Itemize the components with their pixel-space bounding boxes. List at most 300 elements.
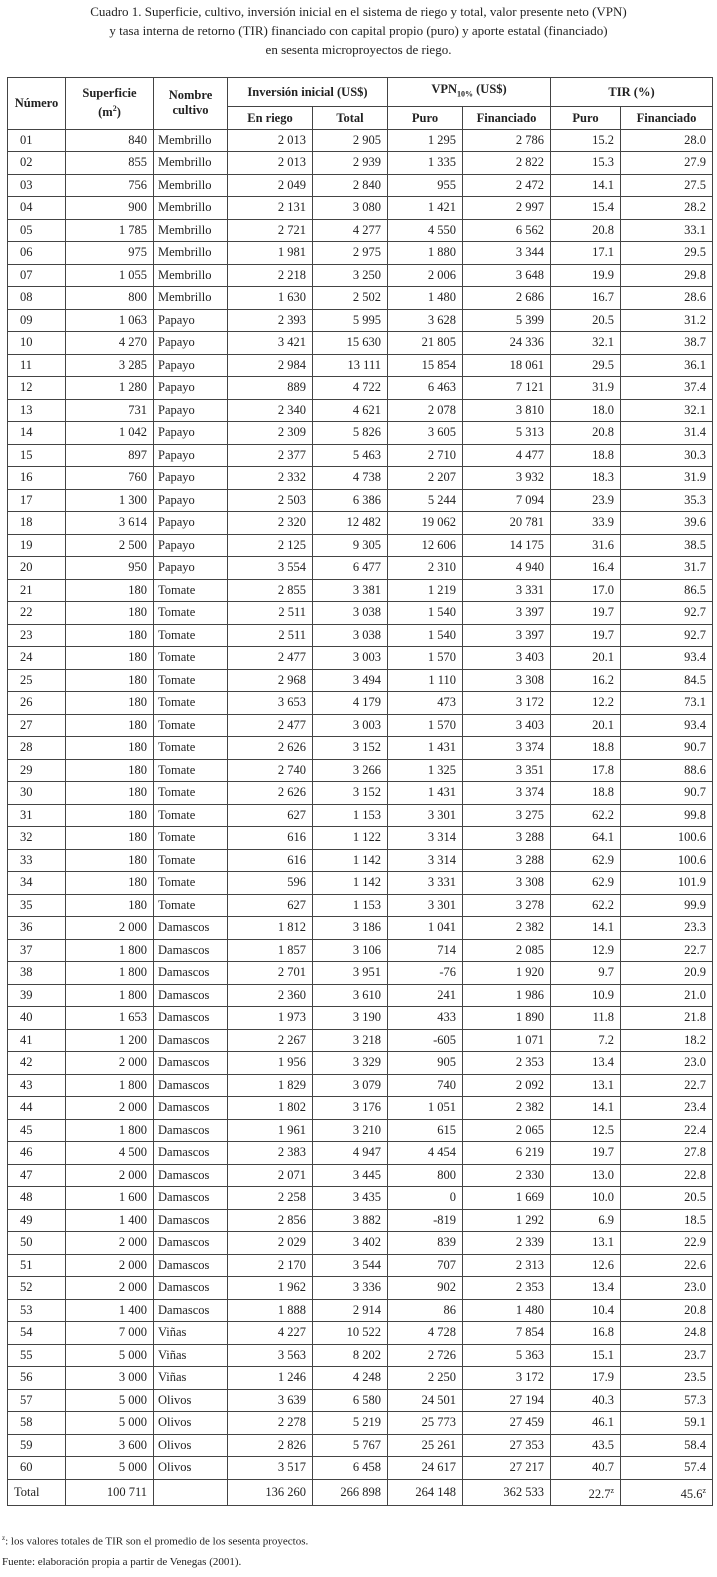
header-tir: TIR (%) — [551, 78, 713, 107]
row-numero: 22 — [8, 602, 66, 625]
row-tir-puro: 15.3 — [551, 152, 621, 175]
row-en-riego: 616 — [228, 849, 313, 872]
row-cultivo: Papayo — [154, 467, 228, 490]
row-en-riego: 2 477 — [228, 714, 313, 737]
row-vpn-puro: 955 — [388, 174, 463, 197]
row-superficie: 180 — [66, 692, 154, 715]
row-superficie: 1 300 — [66, 489, 154, 512]
header-numero: Número — [8, 78, 66, 130]
row-en-riego: 2 856 — [228, 1209, 313, 1232]
row-en-riego: 1 961 — [228, 1119, 313, 1142]
row-cultivo: Damascos — [154, 1254, 228, 1277]
table-row — [8, 467, 713, 490]
row-vpn-puro: 714 — [388, 939, 463, 962]
row-superficie: 1 800 — [66, 939, 154, 962]
row-inversion-total: 3 951 — [313, 962, 388, 985]
row-tir-puro: 18.8 — [551, 737, 621, 760]
row-tir-puro: 6.9 — [551, 1209, 621, 1232]
row-en-riego: 1 630 — [228, 287, 313, 310]
row-vpn-financiado: 7 094 — [463, 489, 551, 512]
row-numero: 21 — [8, 579, 66, 602]
header-superficie-unit: (m — [98, 105, 113, 120]
row-inversion-total: 3 152 — [313, 782, 388, 805]
row-tir-financiado: 27.8 — [621, 1142, 713, 1165]
row-inversion-total: 3 080 — [313, 197, 388, 220]
row-vpn-financiado: 2 092 — [463, 1074, 551, 1097]
row-cultivo: Damascos — [154, 962, 228, 985]
row-en-riego: 2 968 — [228, 669, 313, 692]
row-tir-puro: 12.9 — [551, 939, 621, 962]
row-superficie: 180 — [66, 579, 154, 602]
row-cultivo: Damascos — [154, 1119, 228, 1142]
row-vpn-financiado: 2 997 — [463, 197, 551, 220]
row-tir-puro: 12.2 — [551, 692, 621, 715]
row-numero: 38 — [8, 962, 66, 985]
row-inversion-total: 3 544 — [313, 1254, 388, 1277]
row-tir-financiado: 20.5 — [621, 1187, 713, 1210]
row-tir-puro: 18.8 — [551, 444, 621, 467]
row-cultivo: Damascos — [154, 1209, 228, 1232]
row-inversion-total: 6 386 — [313, 489, 388, 512]
row-inversion-total: 4 722 — [313, 377, 388, 400]
row-numero: 19 — [8, 534, 66, 557]
row-superficie: 1 280 — [66, 377, 154, 400]
row-numero: 33 — [8, 849, 66, 872]
row-tir-financiado: 93.4 — [621, 714, 713, 737]
row-en-riego: 2 626 — [228, 737, 313, 760]
row-tir-financiado: 18.2 — [621, 1029, 713, 1052]
row-tir-financiado: 29.8 — [621, 264, 713, 287]
row-numero: 44 — [8, 1097, 66, 1120]
row-vpn-financiado: 1 890 — [463, 1007, 551, 1030]
row-inversion-total: 3 106 — [313, 939, 388, 962]
row-vpn-puro: 4 728 — [388, 1322, 463, 1345]
header-vpn-financiado: Financiado — [463, 106, 551, 129]
row-cultivo: Viñas — [154, 1322, 228, 1345]
row-vpn-puro: 1 570 — [388, 647, 463, 670]
row-cultivo: Papayo — [154, 512, 228, 535]
row-vpn-puro: 1 295 — [388, 129, 463, 152]
row-tir-puro: 32.1 — [551, 332, 621, 355]
row-tir-puro: 13.4 — [551, 1277, 621, 1300]
row-tir-puro: 9.7 — [551, 962, 621, 985]
row-vpn-puro: 25 773 — [388, 1412, 463, 1435]
row-tir-financiado: 22.4 — [621, 1119, 713, 1142]
total-tir-financiado-mark: z — [702, 1485, 707, 1495]
row-tir-financiado: 30.3 — [621, 444, 713, 467]
row-cultivo: Tomate — [154, 669, 228, 692]
row-superficie: 1 055 — [66, 264, 154, 287]
row-vpn-puro: 2 006 — [388, 264, 463, 287]
row-vpn-puro: 2 710 — [388, 444, 463, 467]
header-en-riego: En riego — [228, 106, 313, 129]
row-tir-puro: 11.8 — [551, 1007, 621, 1030]
row-vpn-financiado: 1 071 — [463, 1029, 551, 1052]
row-inversion-total: 4 277 — [313, 219, 388, 242]
row-inversion-total: 5 995 — [313, 309, 388, 332]
row-tir-financiado: 28.2 — [621, 197, 713, 220]
row-inversion-total: 3 176 — [313, 1097, 388, 1120]
row-tir-puro: 12.5 — [551, 1119, 621, 1142]
row-en-riego: 2 170 — [228, 1254, 313, 1277]
row-vpn-financiado: 3 648 — [463, 264, 551, 287]
row-vpn-puro: 1 431 — [388, 737, 463, 760]
table-row — [8, 782, 713, 805]
row-inversion-total: 3 494 — [313, 669, 388, 692]
row-vpn-puro: 5 244 — [388, 489, 463, 512]
row-vpn-financiado: 2 085 — [463, 939, 551, 962]
table-row — [8, 1457, 713, 1480]
row-cultivo: Viñas — [154, 1344, 228, 1367]
row-vpn-financiado: 27 353 — [463, 1434, 551, 1457]
table-row — [8, 759, 713, 782]
row-numero: 34 — [8, 872, 66, 895]
row-tir-financiado: 92.7 — [621, 602, 713, 625]
row-tir-puro: 17.1 — [551, 242, 621, 265]
row-tir-financiado: 32.1 — [621, 399, 713, 422]
row-cultivo: Damascos — [154, 1277, 228, 1300]
row-en-riego: 627 — [228, 804, 313, 827]
row-superficie: 180 — [66, 849, 154, 872]
table-row — [8, 1412, 713, 1435]
row-vpn-puro: 24 501 — [388, 1389, 463, 1412]
row-cultivo: Tomate — [154, 602, 228, 625]
table-row — [8, 377, 713, 400]
total-tir-financiado — [621, 1479, 713, 1506]
row-numero: 05 — [8, 219, 66, 242]
row-vpn-financiado: 5 363 — [463, 1344, 551, 1367]
row-vpn-financiado: 3 172 — [463, 692, 551, 715]
row-tir-financiado: 58.4 — [621, 1434, 713, 1457]
row-inversion-total: 3 381 — [313, 579, 388, 602]
row-numero: 59 — [8, 1434, 66, 1457]
row-vpn-puro: 2 726 — [388, 1344, 463, 1367]
row-tir-financiado: 90.7 — [621, 782, 713, 805]
header-superficie-unit-sup: 2 — [112, 104, 117, 114]
table-row — [8, 1074, 713, 1097]
row-inversion-total: 2 914 — [313, 1299, 388, 1322]
row-vpn-puro: 3 628 — [388, 309, 463, 332]
row-cultivo: Membrillo — [154, 264, 228, 287]
total-tir-puro — [551, 1479, 621, 1506]
row-en-riego: 1 829 — [228, 1074, 313, 1097]
row-superficie: 950 — [66, 557, 154, 580]
row-vpn-puro: 12 606 — [388, 534, 463, 557]
row-vpn-puro: 2 250 — [388, 1367, 463, 1390]
row-vpn-financiado: 3 351 — [463, 759, 551, 782]
row-superficie: 900 — [66, 197, 154, 220]
row-tir-financiado: 24.8 — [621, 1322, 713, 1345]
table-row — [8, 579, 713, 602]
row-tir-puro: 19.9 — [551, 264, 621, 287]
row-numero: 57 — [8, 1389, 66, 1412]
row-superficie: 180 — [66, 669, 154, 692]
total-tir-puro-mark: z — [610, 1485, 615, 1495]
table-row — [8, 1277, 713, 1300]
table-row — [8, 309, 713, 332]
total-tir-financiado-value: 45.6 — [680, 1486, 703, 1501]
row-superficie: 760 — [66, 467, 154, 490]
header-vpn-puro: Puro — [388, 106, 463, 129]
table-row — [8, 737, 713, 760]
row-numero: 54 — [8, 1322, 66, 1345]
row-en-riego: 2 267 — [228, 1029, 313, 1052]
row-tir-financiado: 23.5 — [621, 1367, 713, 1390]
header-vpn-sub: 10% — [457, 89, 474, 99]
row-vpn-financiado: 2 786 — [463, 129, 551, 152]
row-cultivo: Tomate — [154, 647, 228, 670]
table-row — [8, 174, 713, 197]
row-numero: 13 — [8, 399, 66, 422]
row-tir-puro: 15.4 — [551, 197, 621, 220]
row-vpn-puro: 3 314 — [388, 827, 463, 850]
row-tir-puro: 20.8 — [551, 422, 621, 445]
row-numero: 15 — [8, 444, 66, 467]
row-superficie: 2 000 — [66, 1254, 154, 1277]
row-vpn-financiado: 2 330 — [463, 1164, 551, 1187]
table-row — [8, 872, 713, 895]
row-numero: 16 — [8, 467, 66, 490]
row-superficie: 2 000 — [66, 1052, 154, 1075]
row-vpn-puro: 839 — [388, 1232, 463, 1255]
row-tir-financiado: 59.1 — [621, 1412, 713, 1435]
row-cultivo: Damascos — [154, 917, 228, 940]
row-en-riego: 889 — [228, 377, 313, 400]
row-cultivo: Tomate — [154, 849, 228, 872]
row-inversion-total: 6 580 — [313, 1389, 388, 1412]
table-row — [8, 669, 713, 692]
caption-line-3: en sesenta microproyectos de riego. — [265, 42, 452, 57]
row-cultivo: Damascos — [154, 1097, 228, 1120]
total-superficie: 100 711 — [66, 1479, 154, 1506]
table-row — [8, 489, 713, 512]
row-tir-financiado: 29.5 — [621, 242, 713, 265]
row-vpn-financiado: 1 480 — [463, 1299, 551, 1322]
row-vpn-puro: 3 301 — [388, 804, 463, 827]
row-vpn-financiado: 27 459 — [463, 1412, 551, 1435]
row-tir-financiado: 92.7 — [621, 624, 713, 647]
row-inversion-total: 2 939 — [313, 152, 388, 175]
row-tir-financiado: 73.1 — [621, 692, 713, 715]
row-superficie: 2 000 — [66, 917, 154, 940]
row-cultivo: Tomate — [154, 714, 228, 737]
row-superficie: 3 614 — [66, 512, 154, 535]
row-tir-financiado: 100.6 — [621, 849, 713, 872]
footnote-source: Fuente: elaboración propia a partir de Venegas (2001). — [2, 1555, 242, 1568]
row-inversion-total: 3 038 — [313, 602, 388, 625]
row-numero: 28 — [8, 737, 66, 760]
row-numero: 30 — [8, 782, 66, 805]
row-vpn-puro: 25 261 — [388, 1434, 463, 1457]
table-row — [8, 1029, 713, 1052]
row-cultivo: Papayo — [154, 377, 228, 400]
table-row — [8, 939, 713, 962]
row-en-riego: 2 477 — [228, 647, 313, 670]
footnote-tir — [2, 1528, 308, 1552]
row-en-riego: 2 984 — [228, 354, 313, 377]
row-inversion-total: 4 947 — [313, 1142, 388, 1165]
row-numero: 37 — [8, 939, 66, 962]
row-superficie: 5 000 — [66, 1344, 154, 1367]
row-vpn-financiado: 3 308 — [463, 872, 551, 895]
total-vpn-financiado: 362 533 — [463, 1479, 551, 1506]
row-cultivo: Papayo — [154, 332, 228, 355]
table-row — [8, 129, 713, 152]
table-row — [8, 1119, 713, 1142]
row-vpn-financiado: 3 397 — [463, 624, 551, 647]
row-vpn-financiado: 3 278 — [463, 894, 551, 917]
row-superficie: 7 000 — [66, 1322, 154, 1345]
row-tir-puro: 16.7 — [551, 287, 621, 310]
row-inversion-total: 4 179 — [313, 692, 388, 715]
row-numero: 12 — [8, 377, 66, 400]
row-vpn-financiado: 3 397 — [463, 602, 551, 625]
row-tir-financiado: 88.6 — [621, 759, 713, 782]
row-vpn-puro: 1 540 — [388, 624, 463, 647]
row-inversion-total: 3 445 — [313, 1164, 388, 1187]
row-superficie: 2 000 — [66, 1097, 154, 1120]
row-superficie: 3 600 — [66, 1434, 154, 1457]
row-cultivo: Papayo — [154, 399, 228, 422]
row-numero: 43 — [8, 1074, 66, 1097]
row-cultivo: Papayo — [154, 557, 228, 580]
row-tir-financiado: 18.5 — [621, 1209, 713, 1232]
row-vpn-puro: 3 605 — [388, 422, 463, 445]
row-superficie: 180 — [66, 759, 154, 782]
row-en-riego: 2 320 — [228, 512, 313, 535]
header-tir-financiado: Financiado — [621, 106, 713, 129]
header-cultivo: cultivo — [172, 103, 209, 118]
row-tir-puro: 20.8 — [551, 219, 621, 242]
row-vpn-financiado: 3 932 — [463, 467, 551, 490]
row-numero: 60 — [8, 1457, 66, 1480]
row-vpn-financiado: 1 669 — [463, 1187, 551, 1210]
row-tir-financiado: 31.4 — [621, 422, 713, 445]
row-numero: 52 — [8, 1277, 66, 1300]
row-vpn-puro: 902 — [388, 1277, 463, 1300]
row-vpn-financiado: 2 353 — [463, 1277, 551, 1300]
row-superficie: 756 — [66, 174, 154, 197]
row-tir-puro: 62.9 — [551, 872, 621, 895]
row-tir-financiado: 100.6 — [621, 827, 713, 850]
row-numero: 51 — [8, 1254, 66, 1277]
row-superficie: 1 785 — [66, 219, 154, 242]
row-inversion-total: 3 038 — [313, 624, 388, 647]
row-superficie: 5 000 — [66, 1412, 154, 1435]
row-cultivo: Tomate — [154, 737, 228, 760]
row-numero: 29 — [8, 759, 66, 782]
row-tir-financiado: 37.4 — [621, 377, 713, 400]
row-numero: 14 — [8, 422, 66, 445]
row-vpn-financiado: 3 288 — [463, 827, 551, 850]
row-vpn-financiado: 1 986 — [463, 984, 551, 1007]
row-inversion-total: 2 502 — [313, 287, 388, 310]
row-en-riego: 2 258 — [228, 1187, 313, 1210]
row-tir-puro: 19.7 — [551, 624, 621, 647]
row-tir-financiado: 21.8 — [621, 1007, 713, 1030]
row-inversion-total: 8 202 — [313, 1344, 388, 1367]
row-numero: 18 — [8, 512, 66, 535]
row-vpn-puro: 3 331 — [388, 872, 463, 895]
table-row — [8, 827, 713, 850]
row-inversion-total: 3 435 — [313, 1187, 388, 1210]
row-vpn-puro: -605 — [388, 1029, 463, 1052]
row-en-riego: 2 125 — [228, 534, 313, 557]
row-tir-financiado: 27.5 — [621, 174, 713, 197]
row-vpn-financiado: 24 336 — [463, 332, 551, 355]
row-vpn-financiado: 6 219 — [463, 1142, 551, 1165]
row-tir-puro: 15.1 — [551, 1344, 621, 1367]
row-tir-financiado: 31.9 — [621, 467, 713, 490]
row-en-riego: 2 332 — [228, 467, 313, 490]
row-cultivo: Damascos — [154, 1007, 228, 1030]
row-en-riego: 2 360 — [228, 984, 313, 1007]
table-row — [8, 242, 713, 265]
row-tir-puro: 62.2 — [551, 804, 621, 827]
row-superficie: 840 — [66, 129, 154, 152]
row-tir-puro: 20.5 — [551, 309, 621, 332]
row-inversion-total: 3 079 — [313, 1074, 388, 1097]
row-cultivo: Damascos — [154, 1074, 228, 1097]
table-row — [8, 602, 713, 625]
row-vpn-financiado: 3 374 — [463, 782, 551, 805]
row-cultivo: Papayo — [154, 422, 228, 445]
row-numero: 50 — [8, 1232, 66, 1255]
table-row — [8, 1187, 713, 1210]
row-tir-financiado: 36.1 — [621, 354, 713, 377]
row-vpn-puro: 1 880 — [388, 242, 463, 265]
row-inversion-total: 4 248 — [313, 1367, 388, 1390]
row-tir-puro: 17.8 — [551, 759, 621, 782]
row-superficie: 3 285 — [66, 354, 154, 377]
header-superficie — [66, 78, 154, 130]
row-cultivo: Olivos — [154, 1434, 228, 1457]
row-tir-puro: 62.9 — [551, 849, 621, 872]
row-superficie: 180 — [66, 782, 154, 805]
row-cultivo: Tomate — [154, 804, 228, 827]
row-numero: 03 — [8, 174, 66, 197]
row-vpn-puro: 21 805 — [388, 332, 463, 355]
row-inversion-total: 2 975 — [313, 242, 388, 265]
row-tir-financiado: 57.3 — [621, 1389, 713, 1412]
table-row — [8, 1164, 713, 1187]
row-tir-puro: 17.0 — [551, 579, 621, 602]
row-cultivo: Tomate — [154, 624, 228, 647]
row-vpn-puro: 905 — [388, 1052, 463, 1075]
row-numero: 09 — [8, 309, 66, 332]
row-cultivo: Membrillo — [154, 219, 228, 242]
row-inversion-total: 15 630 — [313, 332, 388, 355]
row-tir-puro: 12.6 — [551, 1254, 621, 1277]
row-superficie: 1 800 — [66, 1074, 154, 1097]
total-tir-puro-value: 22.7 — [588, 1486, 611, 1501]
row-superficie: 5 000 — [66, 1389, 154, 1412]
row-superficie: 1 042 — [66, 422, 154, 445]
row-en-riego: 2 393 — [228, 309, 313, 332]
row-tir-puro: 19.7 — [551, 602, 621, 625]
row-tir-financiado: 101.9 — [621, 872, 713, 895]
row-inversion-total: 3 882 — [313, 1209, 388, 1232]
row-vpn-financiado: 5 313 — [463, 422, 551, 445]
row-tir-puro: 17.9 — [551, 1367, 621, 1390]
footnotes — [2, 1528, 308, 1572]
row-tir-financiado: 33.1 — [621, 219, 713, 242]
row-tir-puro: 46.1 — [551, 1412, 621, 1435]
footnote-mark: z — [2, 1534, 6, 1542]
row-inversion-total: 3 152 — [313, 737, 388, 760]
row-vpn-financiado: 27 217 — [463, 1457, 551, 1480]
row-tir-financiado: 23.0 — [621, 1277, 713, 1300]
